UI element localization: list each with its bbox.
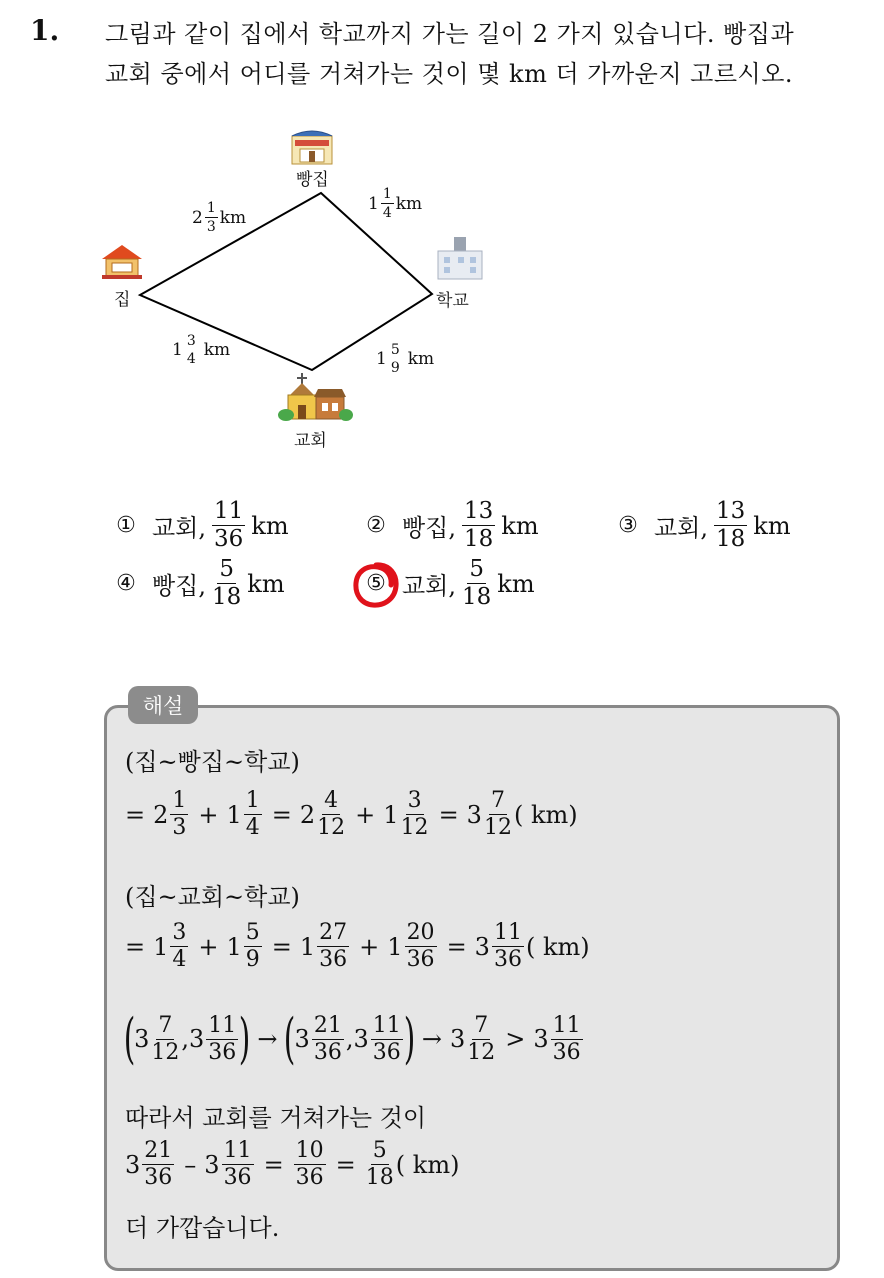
comparison-equation: ( 3 $\frac{7}{12}$ , 3 $\frac{11}{36}$ ) → ( 3 $\frac{21}{36}$ , 3 $\frac{11}{36}$ ) → 3 $\frac{7}{12}$ > 3 $\frac{11}{36}$	[123, 1007, 581, 1070]
choice-4[interactable]: ④ 빵집, $\frac{5}{18}$ km	[112, 558, 285, 609]
question-text-line-1: 그림과 같이 집에서 학교까지 가는 길이 2 가지 있습니다. 빵집과	[105, 20, 795, 48]
choice-2[interactable]: ② 빵집, $\frac{13}{18}$ km	[362, 500, 539, 551]
conclusion-line-1: 따라서 교회를 거쳐가는 것이	[125, 1104, 427, 1132]
school-icon	[438, 237, 482, 279]
choice-marker: ③	[618, 513, 638, 538]
answer-circle-mark	[350, 559, 402, 611]
home-label: 집	[114, 290, 131, 310]
choice-1[interactable]: ① 교회, $\frac{11}{36}$ km	[112, 500, 289, 551]
explanation-tag: 해설	[128, 686, 198, 724]
edge-label-bakery-school: 1 $\frac{1}{4}$ km	[368, 186, 423, 221]
bakery-icon	[292, 131, 332, 164]
difference-equation: 3 $\frac{21}{36}$ – 3 $\frac{11}{36}$ = $\frac{10}{36}$ = $\frac{5}{18}$ ( km)	[125, 1138, 460, 1190]
choice-3[interactable]: ③ 교회, $\frac{13}{18}$ km	[614, 500, 791, 551]
route1-heading: (집~빵집~학교)	[125, 748, 300, 776]
route2-equation: = 1 $\frac{3}{4}$ + 1 $\frac{5}{9}$ = 1 $\frac{27}{36}$ + 1 $\frac{20}{36}$ = 3 $\frac{11}{36}$ ( km)	[125, 920, 590, 972]
choice-marker: ①	[116, 513, 136, 538]
conclusion-line-2: 더 가깝습니다.	[125, 1214, 280, 1242]
edge-label-home-bakery: 2 $\frac{1}{3}$ km	[192, 200, 247, 235]
question-text-line-2: 교회 중에서 어디를 거쳐가는 것이 몇 km 더 가까운지 고르시오.	[105, 60, 794, 88]
choice-marker: ⑤	[362, 571, 390, 596]
edge-label-home-church: 1 3 4 km	[172, 333, 231, 367]
school-label: 학교	[436, 291, 469, 311]
church-icon	[278, 373, 353, 421]
choice-5[interactable]: ⑤ 교회, $\frac{5}{18}$ km	[362, 558, 535, 609]
bakery-label: 빵집	[296, 170, 329, 190]
choice-marker: ②	[366, 513, 386, 538]
church-label: 교회	[294, 431, 327, 451]
route1-equation: = 2 $\frac{1}{3}$ + 1 $\frac{1}{4}$ = 2 $\frac{4}{12}$ + 1 $\frac{3}{12}$ = 3 $\frac{7}{12}$ ( km)	[125, 788, 578, 840]
choice-marker: ④	[116, 571, 136, 596]
home-icon	[102, 245, 142, 279]
question-number: 1.	[30, 14, 60, 47]
edge-label-church-school: 1 5 9 km	[376, 342, 435, 376]
route2-heading: (집~교회~학교)	[125, 883, 300, 911]
route-diagram	[80, 115, 540, 460]
